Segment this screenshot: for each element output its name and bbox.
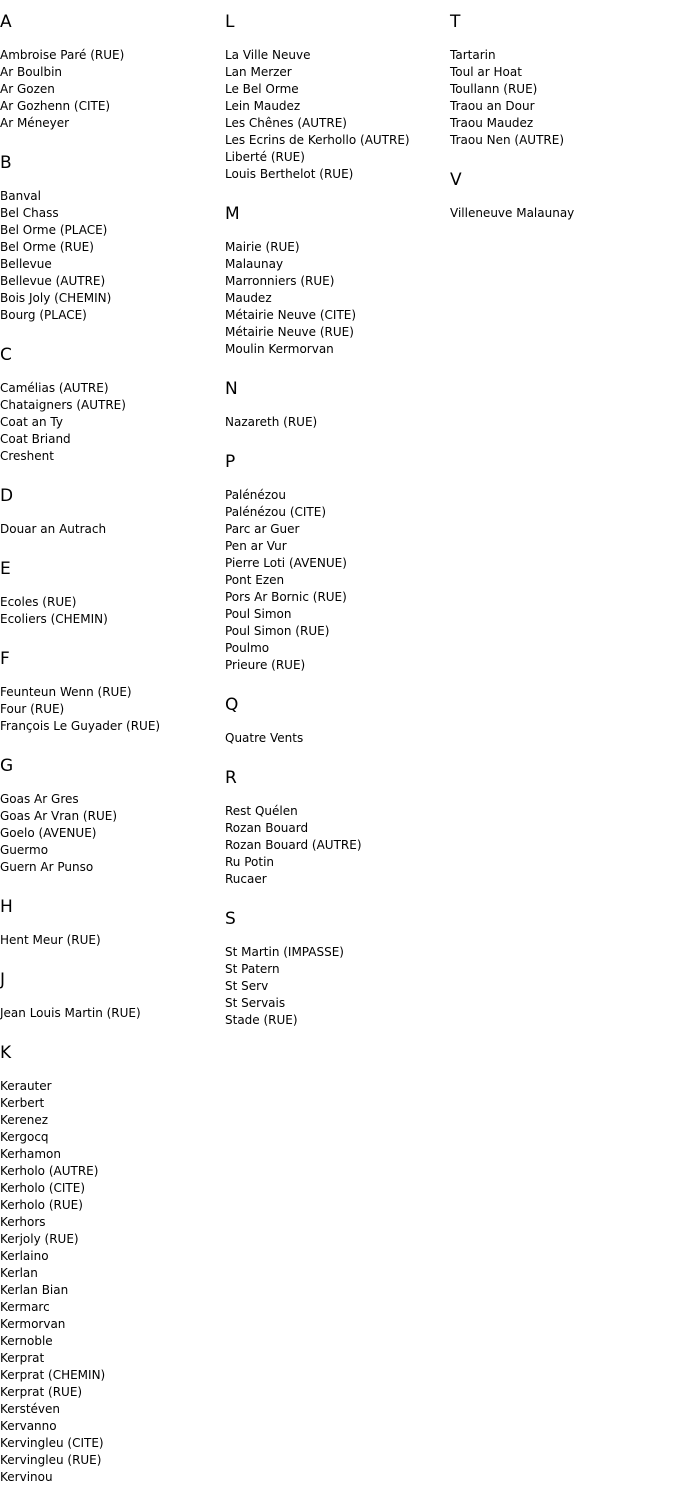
- street-link[interactable]: Rucaer: [225, 872, 267, 886]
- section-letter-heading: T: [450, 12, 461, 32]
- street-link[interactable]: Tartarin: [450, 48, 496, 62]
- street-list-item: [225, 307, 450, 324]
- letter-section-f: [0, 628, 225, 735]
- street-list-item: [225, 803, 450, 820]
- street-list-item: [450, 205, 675, 222]
- street-list-item: [0, 718, 225, 735]
- street-list: [225, 803, 450, 888]
- street-link[interactable]: Ar Boulbin: [0, 65, 63, 79]
- street-list-item: [0, 431, 225, 448]
- street-list-item: [0, 1078, 225, 1095]
- street-link[interactable]: Kerenez: [0, 1113, 48, 1127]
- street-link[interactable]: Marronniers (RUE): [225, 274, 335, 288]
- section-letter-heading: K: [0, 1043, 12, 1063]
- street-link[interactable]: Bel Orme (RUE): [0, 240, 94, 254]
- street-list-item: [0, 1469, 225, 1486]
- street-link[interactable]: St Serv: [225, 979, 269, 993]
- street-list-item: [0, 81, 225, 98]
- street-list-item: [0, 64, 225, 81]
- street-list-item: [450, 115, 675, 132]
- street-link[interactable]: Kervanno: [0, 1419, 57, 1433]
- street-list-item: [225, 606, 450, 623]
- street-list-item: [0, 684, 225, 701]
- street-list-item: [450, 47, 675, 64]
- street-link[interactable]: Kerlan Bian: [0, 1283, 69, 1297]
- street-list-item: [225, 640, 450, 657]
- street-list-item: [225, 324, 450, 341]
- street-list-item: [0, 1367, 225, 1384]
- street-list-item: [225, 504, 450, 521]
- letter-section-h: [0, 876, 225, 949]
- street-list-item: [450, 64, 675, 81]
- street-list-item: [0, 290, 225, 307]
- street-list-item: [225, 837, 450, 854]
- street-list-item: [0, 47, 225, 64]
- street-list-item: [225, 995, 450, 1012]
- street-list-item: [225, 166, 450, 183]
- street-link[interactable]: St Servais: [225, 996, 286, 1010]
- street-link[interactable]: Douar an Autrach: [0, 522, 107, 536]
- street-list: [0, 594, 225, 628]
- letter-section-g: [0, 735, 225, 876]
- street-link[interactable]: Kervingleu (RUE): [0, 1453, 102, 1467]
- street-list-item: [0, 414, 225, 431]
- street-list-item: [0, 1418, 225, 1435]
- street-list-item: [225, 487, 450, 504]
- street-list-item: [225, 871, 450, 888]
- letter-section-m: [225, 183, 450, 358]
- street-list-item: [0, 1333, 225, 1350]
- street-link[interactable]: Kerholo (CITE): [0, 1181, 86, 1195]
- street-list-item: [225, 256, 450, 273]
- section-letter-heading: B: [0, 153, 12, 173]
- street-link[interactable]: Parc ar Guer: [225, 522, 300, 536]
- letter-section-j: [0, 949, 225, 1022]
- street-link[interactable]: La Ville Neuve: [225, 48, 311, 62]
- street-link[interactable]: Kerholo (AUTRE): [0, 1164, 99, 1178]
- street-list-item: [225, 81, 450, 98]
- street-link[interactable]: Kerstéven: [0, 1402, 61, 1416]
- street-link[interactable]: Camélias (AUTRE): [0, 381, 109, 395]
- street-list-item: [0, 1316, 225, 1333]
- street-link[interactable]: Ar Gozhenn (CITE): [0, 99, 111, 113]
- street-link[interactable]: Métairie Neuve (CITE): [225, 308, 357, 322]
- street-list-item: [0, 1163, 225, 1180]
- street-link[interactable]: Guermo: [0, 843, 49, 857]
- street-link[interactable]: Kervinou: [0, 1470, 53, 1484]
- section-letter-heading: M: [225, 204, 240, 224]
- street-list-item: [450, 132, 675, 149]
- street-link[interactable]: Kerauter: [0, 1079, 52, 1093]
- street-link[interactable]: Louis Berthelot (RUE): [225, 167, 354, 181]
- letter-section-e: [0, 538, 225, 628]
- section-letter-heading: N: [225, 379, 238, 399]
- street-link[interactable]: Rozan Bouard (AUTRE): [225, 838, 362, 852]
- street-link[interactable]: Stade (RUE): [225, 1013, 298, 1027]
- street-link[interactable]: François Le Guyader (RUE): [0, 719, 161, 733]
- street-list-item: [0, 222, 225, 239]
- street-link[interactable]: Kernoble: [0, 1334, 53, 1348]
- letter-section-p: [225, 431, 450, 674]
- section-letter-heading: F: [0, 649, 10, 669]
- section-letter-heading: J: [0, 970, 6, 990]
- street-list-item: [0, 1350, 225, 1367]
- street-list-item: [225, 98, 450, 115]
- letter-section-l: [225, 0, 450, 183]
- street-list-item: [0, 1214, 225, 1231]
- street-link[interactable]: Pierre Loti (AVENUE): [225, 556, 347, 570]
- street-list-item: [0, 1095, 225, 1112]
- street-list-item: [225, 961, 450, 978]
- street-link[interactable]: Rest Quélen: [225, 804, 298, 818]
- street-link[interactable]: Feunteun Wenn (RUE): [0, 685, 132, 699]
- street-list-item: [225, 657, 450, 674]
- letter-section-t: [450, 0, 675, 149]
- street-link[interactable]: Toullann (RUE): [450, 82, 538, 96]
- street-link[interactable]: Métairie Neuve (RUE): [225, 325, 354, 339]
- letter-section-c: [0, 324, 225, 465]
- street-list-item: [0, 307, 225, 324]
- street-list-item: [0, 205, 225, 222]
- street-link[interactable]: Pors Ar Bornic (RUE): [225, 590, 347, 604]
- letter-section-d: [0, 465, 225, 538]
- letter-section-r: [225, 747, 450, 888]
- street-link[interactable]: Kerbert: [0, 1096, 45, 1110]
- street-link[interactable]: Kerhamon: [0, 1147, 61, 1161]
- street-list: [0, 380, 225, 465]
- street-list-item: [0, 98, 225, 115]
- street-link[interactable]: Nazareth (RUE): [225, 415, 318, 429]
- street-link[interactable]: Les Chênes (AUTRE): [225, 116, 347, 130]
- section-letter-heading: Q: [225, 695, 239, 715]
- letter-section-a: [0, 0, 225, 132]
- street-link[interactable]: Bel Orme (PLACE): [0, 223, 108, 237]
- street-list-item: [225, 414, 450, 431]
- street-link[interactable]: Pont Ezen: [225, 573, 285, 587]
- street-link[interactable]: Bois Joly (CHEMIN): [0, 291, 112, 305]
- section-letter-heading: H: [0, 897, 13, 917]
- street-list-item: [0, 239, 225, 256]
- street-link[interactable]: Hent Meur (RUE): [0, 933, 101, 947]
- street-link[interactable]: Bellevue (AUTRE): [0, 274, 106, 288]
- street-link[interactable]: Maudez: [225, 291, 272, 305]
- street-link[interactable]: Moulin Kermorvan: [225, 342, 334, 356]
- street-link[interactable]: Malaunay: [225, 257, 284, 271]
- street-list-item: [0, 115, 225, 132]
- street-link[interactable]: Coat an Ty: [0, 415, 63, 429]
- street-list-item: [0, 825, 225, 842]
- street-link[interactable]: St Patern: [225, 962, 280, 976]
- street-list-item: [0, 701, 225, 718]
- street-list-item: [0, 791, 225, 808]
- street-link[interactable]: Toul ar Hoat: [450, 65, 522, 79]
- street-list: [225, 47, 450, 183]
- letter-section-n: [225, 358, 450, 431]
- street-link[interactable]: Palénézou: [225, 488, 287, 502]
- street-list: [225, 239, 450, 358]
- street-list-item: [225, 623, 450, 640]
- street-list: [450, 47, 675, 149]
- street-link[interactable]: Rozan Bouard: [225, 821, 309, 835]
- street-list: [0, 1005, 225, 1022]
- street-list: [450, 205, 675, 222]
- street-link[interactable]: Kerprat: [0, 1351, 45, 1365]
- street-link[interactable]: Le Bel Orme: [225, 82, 299, 96]
- street-list-item: [0, 1112, 225, 1129]
- street-list-item: [225, 64, 450, 81]
- street-list-item: [225, 521, 450, 538]
- street-link[interactable]: Liberté (RUE): [225, 150, 305, 164]
- street-list-item: [0, 1282, 225, 1299]
- street-list: [0, 47, 225, 132]
- street-link[interactable]: Prieure (RUE): [225, 658, 306, 672]
- street-list-item: [225, 854, 450, 871]
- letter-section-s: [225, 888, 450, 1029]
- street-list-item: [0, 1146, 225, 1163]
- street-link[interactable]: Pen ar Vur: [225, 539, 287, 553]
- street-link[interactable]: Kergocq: [0, 1130, 49, 1144]
- street-link[interactable]: Kerhors: [0, 1215, 46, 1229]
- street-link[interactable]: Poulmo: [225, 641, 270, 655]
- street-column-3: [450, 0, 675, 222]
- street-link[interactable]: Traou Nen (AUTRE): [450, 133, 564, 147]
- street-list-item: [0, 1299, 225, 1316]
- street-list-item: [0, 188, 225, 205]
- letter-section-v: [450, 149, 675, 222]
- street-link[interactable]: Ar Gozen: [0, 82, 55, 96]
- street-link[interactable]: Guern Ar Punso: [0, 860, 94, 874]
- letter-section-k: [0, 1022, 225, 1486]
- street-list: [225, 487, 450, 674]
- street-list: [225, 730, 450, 747]
- street-list-item: [225, 944, 450, 961]
- street-link[interactable]: Bourg (PLACE): [0, 308, 87, 322]
- street-link[interactable]: Ecoliers (CHEMIN): [0, 612, 108, 626]
- section-letter-heading: V: [450, 170, 462, 190]
- street-link[interactable]: Quatre Vents: [225, 731, 304, 745]
- street-list-item: [225, 538, 450, 555]
- street-list-item: [225, 589, 450, 606]
- letter-section-q: [225, 674, 450, 747]
- street-list-item: [0, 256, 225, 273]
- street-list-item: [0, 448, 225, 465]
- street-link[interactable]: Kerprat (CHEMIN): [0, 1368, 106, 1382]
- street-list-item: [0, 611, 225, 628]
- street-list-item: [0, 521, 225, 538]
- street-column-2: [225, 0, 450, 1029]
- street-link[interactable]: Kerholo (RUE): [0, 1198, 83, 1212]
- street-list-item: [0, 594, 225, 611]
- street-list: [0, 188, 225, 324]
- street-link[interactable]: Poul Simon (RUE): [225, 624, 330, 638]
- street-link[interactable]: Goas Ar Vran (RUE): [0, 809, 117, 823]
- street-list-item: [0, 1197, 225, 1214]
- street-link[interactable]: Ecoles (RUE): [0, 595, 77, 609]
- street-list-item: [0, 842, 225, 859]
- street-link[interactable]: Ambroise Paré (RUE): [0, 48, 125, 62]
- street-list-item: [225, 273, 450, 290]
- street-list: [0, 1078, 225, 1486]
- section-letter-heading: S: [225, 909, 236, 929]
- street-link[interactable]: Goelo (AVENUE): [0, 826, 97, 840]
- street-list-item: [0, 1180, 225, 1197]
- street-link[interactable]: Palénézou (CITE): [225, 505, 327, 519]
- street-link[interactable]: Villeneuve Malaunay: [450, 206, 575, 220]
- street-link[interactable]: St Martin (IMPASSE): [225, 945, 344, 959]
- street-list-item: [0, 1005, 225, 1022]
- street-link[interactable]: Kermorvan: [0, 1317, 66, 1331]
- street-link[interactable]: Les Ecrins de Kerhollo (AUTRE): [225, 133, 410, 147]
- street-list-item: [0, 932, 225, 949]
- section-letter-heading: L: [225, 12, 235, 32]
- street-link[interactable]: Kerjoly (RUE): [0, 1232, 79, 1246]
- street-list-item: [450, 98, 675, 115]
- street-list-item: [225, 149, 450, 166]
- street-list: [0, 684, 225, 735]
- street-list-item: [225, 555, 450, 572]
- street-list-item: [0, 1401, 225, 1418]
- street-link[interactable]: Creshent: [0, 449, 54, 463]
- street-list-item: [225, 239, 450, 256]
- street-list-item: [225, 132, 450, 149]
- street-list-item: [225, 115, 450, 132]
- section-letter-heading: P: [225, 452, 236, 472]
- section-letter-heading: C: [0, 345, 12, 365]
- street-list-item: [0, 1452, 225, 1469]
- section-letter-heading: A: [0, 12, 12, 32]
- street-link[interactable]: Kerlaino: [0, 1249, 49, 1263]
- street-list: [0, 932, 225, 949]
- street-list-item: [0, 1231, 225, 1248]
- street-list-item: [225, 290, 450, 307]
- street-column-1: [0, 0, 225, 1486]
- street-list-item: [0, 380, 225, 397]
- street-list-item: [0, 808, 225, 825]
- street-link[interactable]: Chataigners (AUTRE): [0, 398, 126, 412]
- street-list-item: [225, 820, 450, 837]
- section-letter-heading: R: [225, 768, 237, 788]
- street-list-item: [0, 397, 225, 414]
- street-link[interactable]: Jean Louis Martin (RUE): [0, 1006, 141, 1020]
- street-link[interactable]: Bellevue: [0, 257, 52, 271]
- street-link[interactable]: Ar Méneyer: [0, 116, 70, 130]
- street-link[interactable]: Coat Briand: [0, 432, 71, 446]
- street-list: [225, 944, 450, 1029]
- street-list: [225, 414, 450, 431]
- letter-section-b: [0, 132, 225, 324]
- street-link[interactable]: Poul Simon: [225, 607, 292, 621]
- section-letter-heading: E: [0, 559, 11, 579]
- section-letter-heading: G: [0, 756, 14, 776]
- street-link[interactable]: Mairie (RUE): [225, 240, 300, 254]
- street-link[interactable]: Four (RUE): [0, 702, 65, 716]
- street-list-item: [225, 341, 450, 358]
- street-list-item: [0, 1384, 225, 1401]
- street-list: [0, 521, 225, 538]
- street-link[interactable]: Kerprat (RUE): [0, 1385, 83, 1399]
- street-link[interactable]: Traou Maudez: [450, 116, 534, 130]
- street-list-item: [0, 1248, 225, 1265]
- street-link[interactable]: Ru Potin: [225, 855, 275, 869]
- street-list-item: [0, 1435, 225, 1452]
- street-list-item: [225, 47, 450, 64]
- street-list-item: [225, 572, 450, 589]
- street-link[interactable]: Banval: [0, 189, 41, 203]
- street-list-item: [0, 1129, 225, 1146]
- street-list-item: [0, 1265, 225, 1282]
- street-link[interactable]: Goas Ar Gres: [0, 792, 79, 806]
- street-link[interactable]: Traou an Dour: [450, 99, 535, 113]
- street-link[interactable]: Kervingleu (CITE): [0, 1436, 104, 1450]
- street-link[interactable]: Lein Maudez: [225, 99, 301, 113]
- street-list-item: [225, 730, 450, 747]
- street-list-item: [225, 978, 450, 995]
- street-link[interactable]: Bel Chass: [0, 206, 59, 220]
- street-link[interactable]: Kerlan: [0, 1266, 38, 1280]
- street-list: [0, 791, 225, 876]
- street-list-item: [450, 81, 675, 98]
- street-link[interactable]: Kermarc: [0, 1300, 50, 1314]
- street-link[interactable]: Lan Merzer: [225, 65, 292, 79]
- street-list-item: [0, 273, 225, 290]
- street-list-item: [225, 1012, 450, 1029]
- section-letter-heading: D: [0, 486, 14, 506]
- street-list-item: [0, 859, 225, 876]
